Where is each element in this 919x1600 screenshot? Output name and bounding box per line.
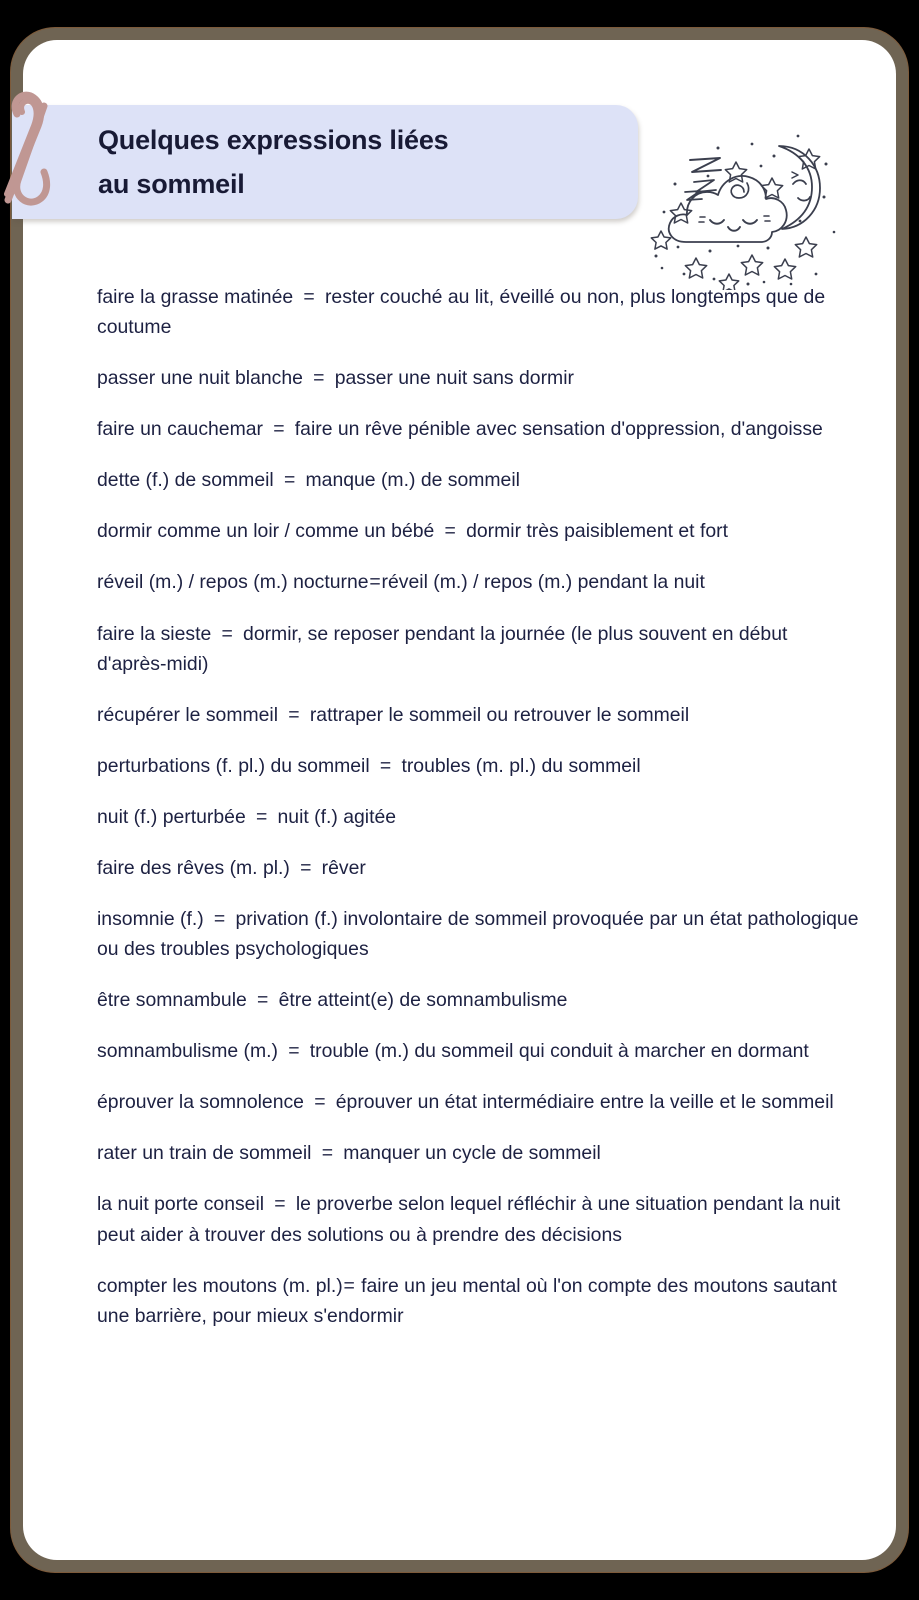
star-icon <box>774 259 795 279</box>
list-item <box>97 1036 862 1066</box>
list-item <box>97 985 862 1015</box>
equals-symbol: = <box>299 282 320 312</box>
star-icon <box>725 162 746 182</box>
entry-definition: nuit (f.) agitée <box>277 805 397 828</box>
list-item <box>97 516 862 546</box>
title-banner <box>12 105 638 219</box>
equals-symbol: = <box>440 516 461 546</box>
equals-symbol: = <box>369 567 382 597</box>
entry-term: faire des rêves (m. pl.) <box>97 856 290 879</box>
list-item <box>97 363 862 393</box>
equals-symbol: = <box>375 751 396 781</box>
entry-term: perturbations (f. pl.) du sommeil <box>97 754 370 777</box>
entry-term: rater un train de sommeil <box>97 1142 312 1165</box>
page-title-line2: au sommeil <box>98 168 245 199</box>
equals-symbol: = <box>343 1271 356 1301</box>
entry-definition: être atteint(e) de somnambulisme <box>278 989 568 1012</box>
entry-definition: trouble (m.) du sommeil qui conduit à marcher en dormant <box>309 1040 809 1063</box>
entry-definition: manque (m.) de sommeil <box>305 469 520 492</box>
entry-term: récupérer le sommeil <box>97 703 279 726</box>
equals-symbol: = <box>283 700 304 730</box>
sleeping-cloud-illustration <box>648 124 838 290</box>
entry-term: somnambulisme (m.) <box>97 1040 279 1063</box>
star-icon <box>685 258 706 278</box>
star-icon <box>795 237 816 257</box>
entry-term: compter les moutons (m. pl.) <box>97 1274 343 1297</box>
entry-definition: faire un rêve pénible avec sensation d'oppression, d'angoisse <box>294 418 823 441</box>
entry-term: passer une nuit blanche <box>97 367 303 390</box>
equals-symbol: = <box>279 465 300 495</box>
equals-symbol: = <box>251 802 272 832</box>
entry-term: la nuit porte conseil <box>97 1193 265 1216</box>
entry-term: être somnambule <box>97 989 247 1012</box>
entry-term: faire la grasse matinée <box>97 286 294 308</box>
entry-definition: éprouver un état intermédiaire entre la veille et le sommeil <box>335 1091 834 1114</box>
equals-symbol: = <box>217 619 238 649</box>
entry-definition: privation (f.) involontaire de sommeil provoquée par un état pathologique ou des troubles psychologiques <box>97 908 859 961</box>
list-item <box>97 619 862 679</box>
page-title-line1: Quelques expressions liées <box>98 125 449 155</box>
entry-term: faire la sieste <box>97 622 212 645</box>
list-item <box>97 802 862 832</box>
list-item <box>97 700 862 730</box>
list-item <box>97 904 862 964</box>
star-icon <box>741 255 762 275</box>
equals-symbol: = <box>317 1138 338 1168</box>
equals-symbol: = <box>309 1087 330 1117</box>
entry-definition: rester couché au lit, éveillé ou non, plus longtemps que de coutume <box>97 286 826 339</box>
equals-symbol: = <box>295 853 316 883</box>
equals-symbol: = <box>257 989 269 1012</box>
entry-definition: réveil (m.) / repos (m.) pendant la nuit <box>381 571 705 594</box>
equals-symbol: = <box>269 1189 290 1219</box>
equals-symbol: = <box>209 904 230 934</box>
equals-symbol: = <box>308 363 329 393</box>
star-icon <box>761 178 782 198</box>
star-icon <box>651 231 670 249</box>
list-item <box>97 853 862 883</box>
list-item <box>97 1271 862 1331</box>
entry-term: réveil (m.) / repos (m.) nocturne <box>97 571 369 594</box>
entry-definition: le proverbe selon lequel réfléchir à une situation pendant la nuit peut aider à trouver des solutions ou à prendre des décisions <box>97 1193 841 1246</box>
list-item <box>97 414 862 444</box>
entry-term: nuit (f.) perturbée <box>97 805 246 828</box>
list-item <box>97 1138 862 1168</box>
entry-definition: dormir très paisiblement et fort <box>466 520 728 543</box>
equals-symbol: = <box>283 1036 304 1066</box>
list-item <box>97 567 862 597</box>
entry-term: dette (f.) de sommeil <box>97 469 274 492</box>
expressions-list <box>97 282 862 1331</box>
zzz-icon <box>690 158 721 172</box>
entry-definition: faire un jeu mental où l'on compte des moutons sautant une barrière, pour mieux s'endormir <box>97 1274 837 1327</box>
list-item <box>97 1189 862 1249</box>
entry-term: dormir comme un loir / comme un bébé <box>97 520 435 543</box>
list-item <box>97 282 862 342</box>
equals-symbol: = <box>268 414 289 444</box>
entry-definition: passer une nuit sans dormir <box>334 367 574 390</box>
entry-term: éprouver la somnolence <box>97 1091 304 1114</box>
entry-definition: dormir, se reposer pendant la journée (le plus souvent en début d'après-midi) <box>97 622 788 675</box>
cloud-shape <box>669 176 787 242</box>
entry-term: insomnie (f.) <box>97 908 204 931</box>
entry-definition: rattraper le sommeil ou retrouver le sommeil <box>309 703 690 726</box>
entry-definition: troubles (m. pl.) du sommeil <box>401 754 641 777</box>
list-item <box>97 1087 862 1117</box>
list-item <box>97 465 862 495</box>
entry-term: faire un cauchemar <box>97 418 263 441</box>
page-title <box>98 119 618 206</box>
entry-definition: manquer un cycle de sommeil <box>343 1142 601 1165</box>
list-item <box>97 751 862 781</box>
entry-definition: rêver <box>321 856 366 879</box>
